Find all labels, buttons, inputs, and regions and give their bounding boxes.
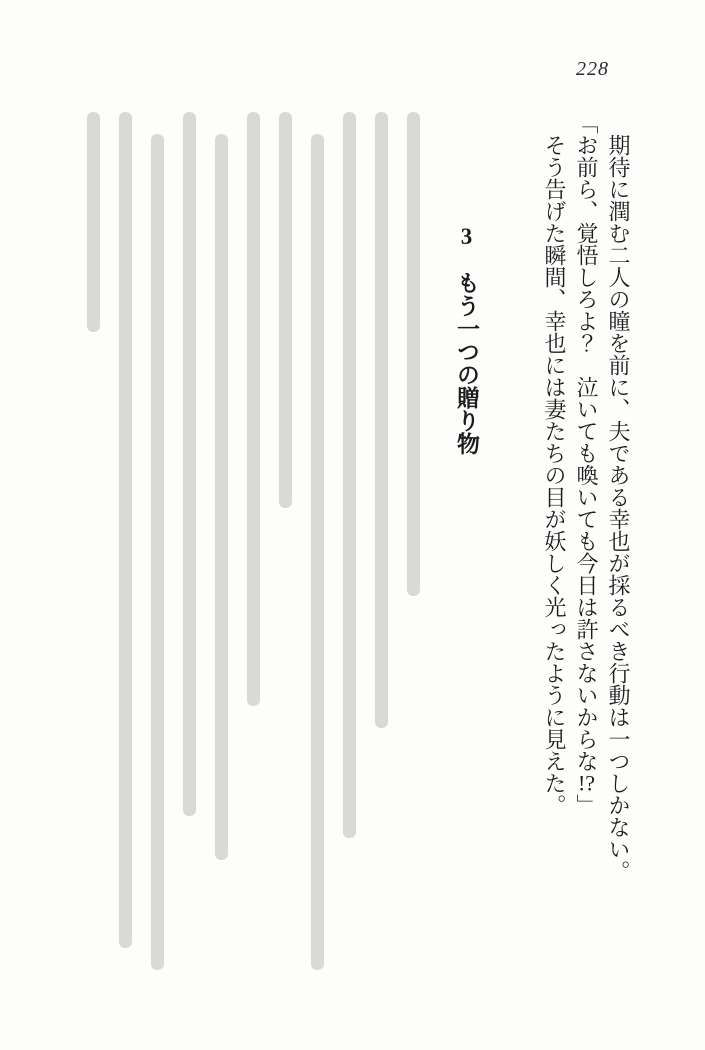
redacted-line	[151, 134, 164, 970]
paragraph: 期待に潤む二人の瞳を前に、夫である幸也が採るべき行動は一つしかない。	[606, 134, 631, 882]
page-number: 228	[576, 58, 609, 80]
redacted-line	[215, 134, 228, 860]
page-text	[72, 112, 634, 970]
redacted-line	[375, 112, 388, 728]
redacted-line	[343, 112, 356, 838]
redacted-line	[407, 112, 420, 596]
redacted-paragraph	[72, 112, 168, 970]
paragraph: 「お前ら、覚悟しろよ？ 泣いても喚いても今日は許さないからな!?」	[574, 112, 599, 816]
redacted-line	[87, 112, 100, 332]
redacted-line	[183, 112, 196, 816]
redacted-paragraph	[232, 112, 264, 970]
redacted-line	[247, 112, 260, 706]
redacted-line	[279, 112, 292, 508]
tate-chu-yoko: !?	[577, 772, 596, 794]
redacted-line	[119, 112, 132, 948]
redacted-paragraph	[360, 112, 392, 970]
paragraph: そう告げた瞬間、幸也には妻たちの目が妖しく光ったように見えた。	[542, 134, 567, 816]
chapter-number: 3	[460, 225, 473, 248]
redacted-paragraph	[392, 112, 424, 970]
redacted-paragraph	[264, 112, 328, 970]
redacted-line	[311, 134, 324, 970]
redacted-paragraph	[168, 112, 200, 970]
redacted-paragraph	[200, 112, 232, 970]
chapter-heading: 3 もう一つの贈り物	[454, 225, 479, 455]
redacted-paragraph	[328, 112, 360, 970]
